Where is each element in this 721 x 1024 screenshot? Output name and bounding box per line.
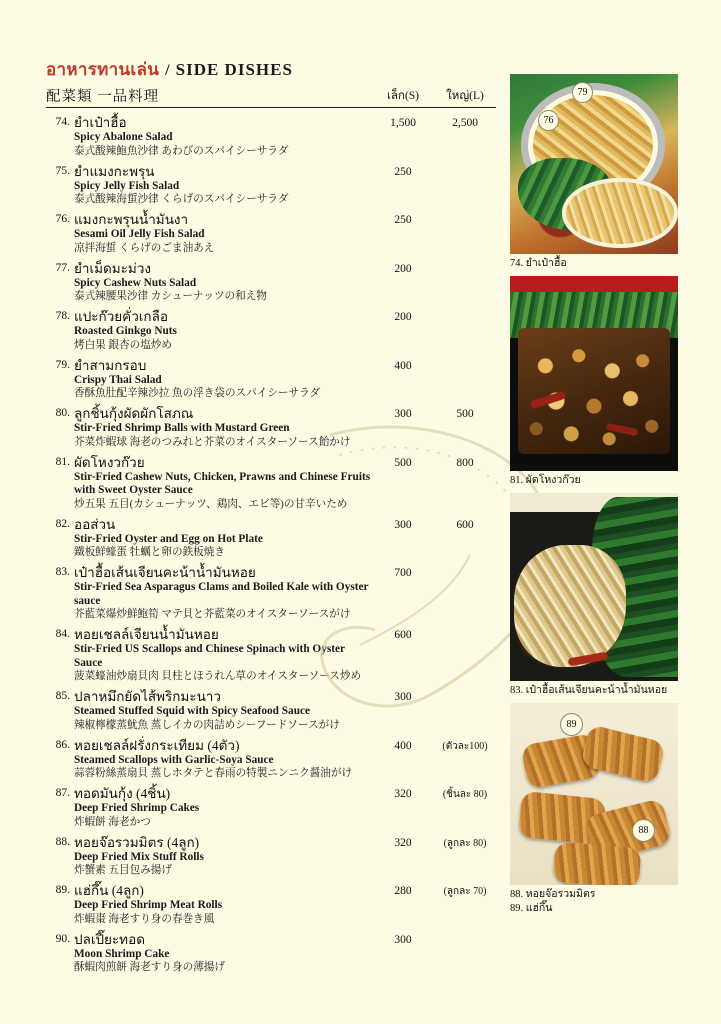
column-header-large: ใหญ่(L) <box>446 90 484 102</box>
item-name-cjk: 芥藍菜爆炒鮮鮑筍 マテ貝と芥藍菜のオイスターソースがけ <box>74 609 351 620</box>
item-name-thai: ยำเป๋าฮื้อ <box>74 115 127 130</box>
item-price-large <box>434 690 496 705</box>
menu-item <box>46 455 496 512</box>
item-name-thai: ลูกชิ้นกุ้งผัดผักโสภณ <box>74 406 194 421</box>
item-price-small: 200 <box>394 262 412 275</box>
item-price-note: (ลูกละ 80) <box>443 837 487 849</box>
item-name-thai: แฮ่กึ๊น (4ลูก) <box>74 883 144 898</box>
photo-caption: 89. แฮ่กึ๊น <box>510 903 553 914</box>
item-name-thai: แปะก๊วยคั่วเกลือ <box>74 309 168 324</box>
item-name-cjk: 炸蝦棗 海老すり身の春巻き風 <box>74 913 215 925</box>
item-name-english: Stir-Fried US Scallops and Chinese Spinach with Oyster Sauce <box>74 643 345 669</box>
photo-block-cashew-stirfry <box>510 276 678 487</box>
menu-item <box>46 261 496 304</box>
menu-list-column <box>46 56 496 980</box>
menu-item <box>46 738 496 781</box>
item-name-english: Spicy Jelly Fish Salad <box>74 179 180 192</box>
item-number: 80. <box>55 407 70 419</box>
item-name-english: Spicy Cashew Nuts Salad <box>74 276 197 289</box>
menu-item <box>46 883 496 926</box>
item-price-large: 500 <box>456 408 474 420</box>
dish-photo <box>510 74 678 254</box>
dish-photo <box>510 276 678 471</box>
section-title-english: SIDE DISHES <box>175 60 293 79</box>
menu-item <box>46 786 496 829</box>
section-title-chinese: 配菜類 一品料理 <box>46 89 160 105</box>
item-number: 76. <box>55 213 70 225</box>
item-price-large <box>434 359 496 374</box>
item-number: 82. <box>55 517 70 530</box>
item-number: 79. <box>55 358 70 371</box>
menu-item <box>46 309 496 352</box>
item-name-cjk: 泰式辣腰果沙律 カシューナッツの和え物 <box>74 291 267 302</box>
item-price-large <box>434 262 496 277</box>
item-price-small: 200 <box>394 311 412 323</box>
menu-item <box>46 932 496 975</box>
item-name-thai: ยำแมงกะพรุน <box>74 163 155 179</box>
dish-photo <box>510 493 678 681</box>
item-name-thai: ปลเปี๊ยะทอด <box>74 931 145 947</box>
column-header-small: เล็ก(S) <box>387 90 419 102</box>
item-name-english: Steamed Scallops with Garlic-Soya Sauce <box>74 753 274 766</box>
item-number: 77. <box>55 261 70 274</box>
item-price-small: 250 <box>394 165 412 178</box>
section-header <box>46 56 496 83</box>
menu-item <box>46 689 496 732</box>
item-name-english: Roasted Ginkgo Nuts <box>74 325 177 337</box>
item-name-cjk: 泰式酸辣海蜇沙律 くらげのスパイシーサラダ <box>74 194 289 205</box>
menu-item <box>46 406 496 449</box>
item-name-cjk: 泰式酸辣鮑魚沙律 あわびのスパイシーサラダ <box>74 145 289 157</box>
item-price-note: (ตัวละ100) <box>442 740 488 752</box>
item-name-english: Stir-Fried Sea Asparagus Clams and Boiled Kale with Oyster sauce <box>74 581 369 607</box>
item-number: 78. <box>55 310 70 322</box>
item-name-cjk: 炸蝦餅 海老かつ <box>74 816 151 828</box>
item-price-small: 300 <box>394 518 412 531</box>
photo-caption: 88. หอยจ๊อรวมมิตร <box>510 889 596 900</box>
title-separator: / <box>165 62 170 79</box>
section-subheader <box>46 85 496 106</box>
item-name-english: Deep Fried Mix Stuff Rolls <box>74 850 204 863</box>
photo-caption: 74. ยำเป๋าฮื้อ <box>510 258 567 269</box>
photo-column <box>510 74 678 921</box>
item-number: 83. <box>55 566 70 578</box>
item-price-small: 320 <box>394 788 412 800</box>
photo-caption: 83. เป๋าฮื้อเส้นเจียนคะน้าน้ำมันหอย <box>510 685 668 696</box>
item-name-english: Stir-Fried Oyster and Egg on Hot Plate <box>74 532 263 545</box>
item-name-english: Stir-Fried Shrimp Balls with Mustard Green <box>74 422 290 434</box>
item-name-thai: แมงกะพรุนน้ำมันงา <box>74 212 189 227</box>
section-title-thai: อาหารทานเล่น <box>46 60 160 79</box>
item-price-small: 280 <box>394 885 412 897</box>
photo-shape-dish <box>518 328 670 454</box>
photo-caption: 81. ผัดโหงวก๊วย <box>510 475 581 486</box>
item-price-large <box>434 933 496 948</box>
menu-item <box>46 212 496 255</box>
item-price-small: 320 <box>394 836 412 849</box>
item-price-large: 800 <box>456 456 474 469</box>
item-name-thai: เป๋าฮื้อเส้นเจียนคะน้าน้ำมันหอย <box>74 565 256 580</box>
item-number: 75. <box>55 164 70 177</box>
item-name-cjk: 炸蟹素 五目包み揚げ <box>74 865 172 876</box>
photo-badge: 88 <box>632 819 655 842</box>
item-number: 89. <box>55 884 70 896</box>
photo-badge: 79 <box>572 82 593 103</box>
item-price-large: 2,500 <box>452 117 478 129</box>
menu-item <box>46 517 496 560</box>
item-name-english: Sesami Oil Jelly Fish Salad <box>74 228 205 240</box>
item-price-small: 300 <box>394 933 412 946</box>
item-name-english: Deep Fried Shrimp Meat Rolls <box>74 899 223 911</box>
item-number: 90. <box>55 932 70 945</box>
item-price-large <box>434 310 496 325</box>
menu-item <box>46 565 496 622</box>
photo-shape-plate <box>562 178 678 248</box>
item-price-large <box>434 165 496 180</box>
item-name-cjk: 鐵板鮮蠔蛋 牡蠣と卵の鉄板焼き <box>74 547 225 558</box>
item-price-small: 400 <box>394 359 412 372</box>
item-name-thai: ออส่วน <box>74 516 116 532</box>
menu-item <box>46 835 496 878</box>
item-name-cjk: 辣椒檸檬蒸魷魚 蒸しイカの肉詰めシーフードソースがけ <box>74 719 340 731</box>
item-name-thai: หอยจ๊อรวมมิตร (4ลูก) <box>74 834 200 850</box>
photo-badge: 89 <box>560 713 583 736</box>
item-name-cjk: 芥菜炸蝦球 海老のつみれと芥菜のオイスターソース飴かけ <box>74 436 351 448</box>
item-name-cjk: 炒五果 五目(カシューナッツ、鶏肉、エビ等)の甘辛いため <box>74 498 348 510</box>
item-price-note: (ชิ้นละ 80) <box>442 789 488 800</box>
item-name-thai: ปลาหมึกยัดไส้พริกมะนาว <box>74 689 221 704</box>
photo-block-abalone-salad <box>510 74 678 270</box>
item-price-note: (ลูกละ 70) <box>443 886 487 897</box>
item-price-large <box>434 213 496 228</box>
photo-shape-roll <box>553 842 642 885</box>
menu-item <box>46 164 496 207</box>
item-price-small: 400 <box>394 739 412 752</box>
item-price-small: 600 <box>394 629 412 641</box>
item-name-english: Steamed Stuffed Squid with Spicy Seafood Sauce <box>74 705 311 717</box>
item-name-cjk: 蒜蓉粉絲蒸扇貝 蒸しホタテと春雨の特製ニンニク醤油がけ <box>74 768 353 779</box>
item-price-small: 500 <box>394 456 412 469</box>
photo-block-sea-asparagus <box>510 493 678 697</box>
item-number: 81. <box>55 455 70 468</box>
item-name-thai: หอยเชลล์ฝรั่งกระเทียม (4ตัว) <box>74 737 240 753</box>
item-number: 74. <box>55 116 70 128</box>
photo-shape-clams <box>514 545 626 667</box>
menu-item <box>46 115 496 158</box>
item-name-cjk: 酥蝦肉煎餅 海老すり身の薄揚げ <box>74 962 225 973</box>
item-price-small: 300 <box>394 691 412 703</box>
menu-item <box>46 358 496 401</box>
item-price-small: 700 <box>394 567 412 579</box>
item-number: 86. <box>55 738 70 751</box>
item-price-large <box>434 566 496 581</box>
item-name-thai: ทอดมันกุ้ง (4ชิ้น) <box>74 786 171 801</box>
item-number: 85. <box>55 690 70 702</box>
item-name-thai: หอยเชลล์เจียนน้ำมันหอย <box>74 627 219 642</box>
item-name-english: Crispy Thai Salad <box>74 373 162 386</box>
item-name-english: Stir-Fried Cashew Nuts, Chicken, Prawns and Chinese Fruits with Sweet Oyster Sauce <box>74 470 371 496</box>
price-column-headers <box>372 87 496 106</box>
item-name-thai: ผัดโหงวก๊วย <box>74 454 145 470</box>
photo-badge: 76 <box>538 110 559 131</box>
item-number: 88. <box>55 835 70 848</box>
dish-photo <box>510 703 678 885</box>
item-name-cjk: 菠菜蠔油炒扇貝肉 貝柱とほうれん草のオイスターソース炒め <box>74 671 362 682</box>
item-number: 84. <box>55 628 70 640</box>
photo-block-fried-rolls <box>510 703 678 915</box>
item-name-cjk: 烤白果 銀杏の塩炒め <box>74 339 172 351</box>
item-name-cjk: 凉拌海蜇 くらげのごま油あえ <box>74 242 215 254</box>
item-name-english: Deep Fried Shrimp Cakes <box>74 802 200 814</box>
menu-item <box>46 627 496 684</box>
item-price-large: 600 <box>456 518 474 531</box>
item-name-cjk: 香酥魚肚配辛辣沙拉 魚の浮き袋のスパイシーサラダ <box>74 388 321 399</box>
item-name-english: Spicy Abalone Salad <box>74 131 173 143</box>
item-price-small: 1,500 <box>390 117 416 129</box>
item-name-thai: ยำเม็ดมะม่วง <box>74 260 151 276</box>
item-name-english: Moon Shrimp Cake <box>74 947 170 960</box>
item-price-small: 250 <box>394 214 412 226</box>
item-price-small: 300 <box>394 408 412 420</box>
header-divider <box>46 107 496 108</box>
item-name-thai: ยำสามกรอบ <box>74 357 147 373</box>
item-price-large <box>434 628 496 643</box>
item-number: 87. <box>55 787 70 799</box>
